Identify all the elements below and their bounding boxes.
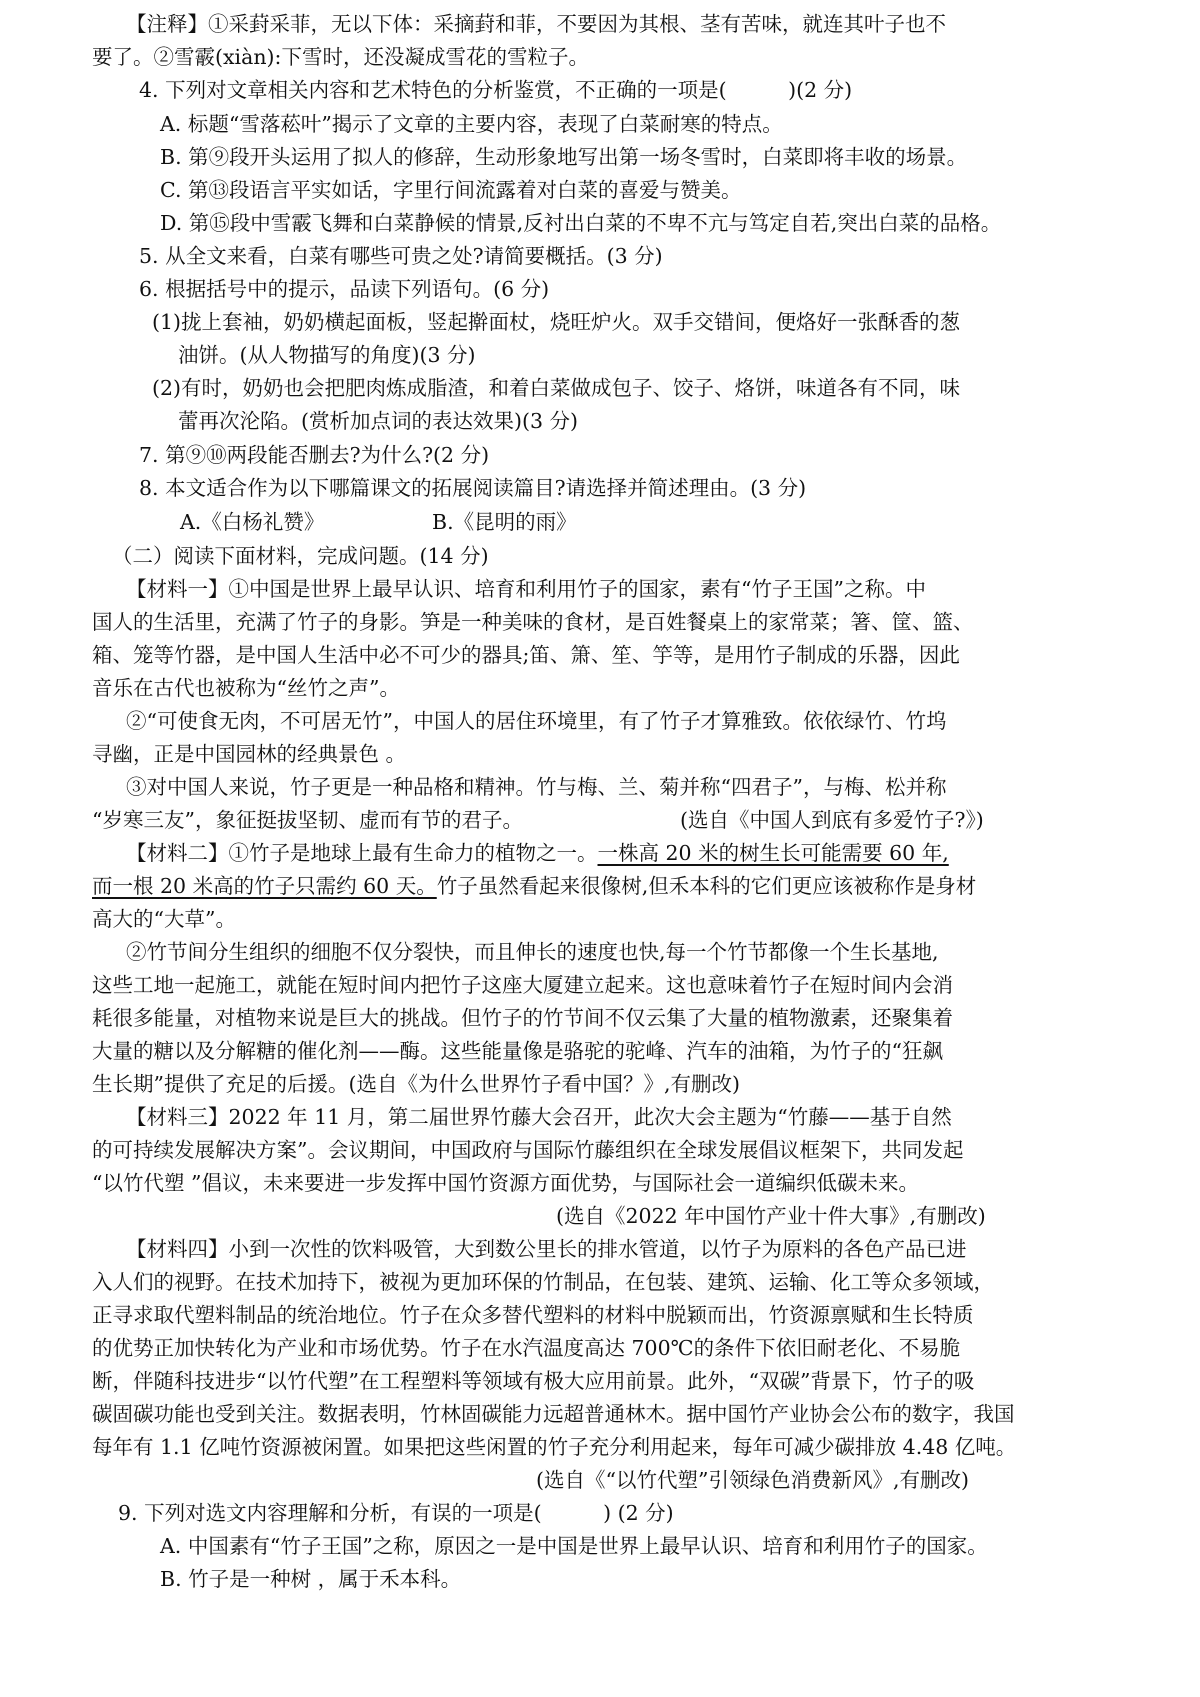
- material-2-line-1: [126, 843, 949, 864]
- material-2-line-2: [92, 876, 976, 897]
- material-1-line-2: 国人的生活里，充满了竹子的身影。笋是一种美味的食材，是百姓餐桌上的家常菜；箸、筐、篮、: [92, 610, 974, 634]
- material-1-line-7: ③对中国人来说，竹子更是一种品格和精神。竹与梅、兰、菊并称“四君子”，与梅、松并称: [126, 775, 947, 799]
- material-4-line-7: 每年有 1.1 亿吨竹资源被闲置。如果把这些闲置的竹子充分利用起来，每年可减少碳排放 4.48 亿吨。: [92, 1435, 1017, 1459]
- material-3-source: (选自《2022 年中国竹产业十件大事》,有删改): [556, 1204, 986, 1228]
- question-8-stem: 8. 本文适合作为以下哪篇课文的拓展阅读篇目?请选择并简述理由。(3 分): [139, 476, 807, 500]
- material-4-line-6: 碳固碳功能也受到关注。数据表明，竹林固碳能力远超普通林木。据中国竹产业协会公布的数字，我国: [92, 1402, 1015, 1426]
- material-1-line-6: 寻幽，正是中国园林的经典景色 。: [92, 742, 407, 766]
- material-4-line-2: 入人们的视野。在技术加持下，被视为更加环保的竹制品，在包装、建筑、运输、化工等众多领域，: [92, 1270, 994, 1294]
- question-9-option-b: B. 竹子是一种树 ，属于禾本科。: [160, 1567, 462, 1591]
- section-2-heading: （二）阅读下面材料，完成问题。(14 分): [112, 544, 489, 568]
- question-6-item-1-line-1: (1)拢上套袖，奶奶横起面板，竖起擀面杖，烧旺炉火。双手交错间，便烙好一张酥香的葱: [152, 310, 961, 334]
- material-2-line-8: 生长期”提供了充足的后援。(选自《为什么世界竹子看中国？》,有删改): [92, 1072, 740, 1096]
- question-6-item-1-line-2: 油饼。(从人物描写的角度)(3 分): [178, 343, 476, 367]
- material-4-line-3: 正寻求取代塑料制品的统治地位。竹子在众多替代塑料的材料中脱颖而出，竹资源禀赋和生长特质: [92, 1303, 974, 1327]
- material-2-underlined-sentence-part-2: 而一根 20 米高的竹子只需约 60 天。: [92, 874, 437, 898]
- material-4-line-1: 【材料四】小到一次性的饮料吸管，大到数公里长的排水管道，以竹子为原料的各色产品已进: [126, 1237, 967, 1261]
- material-4-line-4: 的优势正加快转化为产业和市场优势。竹子在水汽温度高达 700℃的条件下依旧耐老化、不易脆: [92, 1336, 961, 1360]
- question-5: 5. 从全文来看，白菜有哪些可贵之处?请简要概括。(3 分): [139, 244, 663, 268]
- question-9-option-a: A. 中国素有“竹子王国”之称，原因之一是中国是世界上最早认识、培育和利用竹子的国家。: [160, 1534, 988, 1558]
- question-6-item-2-line-1: (2)有时，奶奶也会把肥肉炼成脂渣，和着白菜做成包子、饺子、烙饼，味道各有不同，味: [152, 376, 961, 400]
- material-2-line-5: 这些工地一起施工，就能在短时间内把竹子这座大厦建立起来。这也意味着竹子在短时间内会消: [92, 973, 953, 997]
- material-1-source: (选自《中国人到底有多爱竹子?》): [680, 808, 984, 832]
- question-8-option-a: A.《白杨礼赞》: [180, 510, 325, 534]
- material-2-line-3: 高大的“大草”。: [92, 907, 236, 931]
- material-3-line-3: “以竹代塑 ”倡议，未来要进一步发挥中国竹资源方面优势，与国际社会一道编织低碳未来。: [92, 1171, 919, 1195]
- material-4-line-5: 断，伴随科技进步“以竹代塑”在工程塑料等领域有极大应用前景。此外，“双碳”背景下，竹子的吸: [92, 1369, 975, 1393]
- question-4-option-b: B. 第⑨段开头运用了拟人的修辞，生动形象地写出第一场冬雪时，白菜即将丰收的场景。: [160, 145, 968, 169]
- question-4-option-c: C. 第⑬段语言平实如话，字里行间流露着对白菜的喜爱与赞美。: [160, 178, 742, 202]
- annotation-line-1: 【注释】①采葑采菲，无以下体：采摘葑和菲，不要因为其根、茎有苦味，就连其叶子也不: [126, 12, 946, 36]
- material-1-line-8: “岁寒三友”，象征挺拔坚韧、虚而有节的君子。: [92, 808, 523, 832]
- material-1-line-1: 【材料一】①中国是世界上最早认识、培育和利用竹子的国家，素有“竹子王国”之称。中: [126, 577, 926, 601]
- material-4-source: (选自《“以竹代塑”引领绿色消费新风》,有删改): [536, 1468, 969, 1492]
- material-3-line-2: 的可持续发展解决方案”。会议期间，中国政府与国际竹藤组织在全球发展倡议框架下，共同发起: [92, 1138, 964, 1162]
- question-7: 7. 第⑨⑩两段能否删去?为什么?(2 分): [139, 443, 490, 467]
- material-2-line-6: 耗很多能量，对植物来说是巨大的挑战。但竹子的竹节间不仅云集了大量的植物激素，还聚集着: [92, 1006, 953, 1030]
- material-3-line-1: 【材料三】2022 年 11 月，第二届世界竹藤大会召开，此次大会主题为“竹藤——基于自然: [126, 1105, 952, 1129]
- question-9-stem: 9. 下列对选文内容理解和分析，有误的一项是( ) (2 分): [118, 1501, 674, 1525]
- material-1-line-4: 音乐在古代也被称为“丝竹之声”。: [92, 676, 400, 700]
- material-1-line-5: ②“可使食无肉，不可居无竹”，中国人的居住环境里，有了竹子才算雅致。依依绿竹、竹坞: [126, 709, 947, 733]
- question-4-option-a: A. 标题“雪落菘叶”揭示了文章的主要内容，表现了白菜耐寒的特点。: [160, 112, 783, 136]
- question-4-stem: 4. 下列对文章相关内容和艺术特色的分析鉴赏，不正确的一项是( )(2 分): [139, 78, 853, 102]
- material-2-line-2-text: 竹子虽然看起来很像树,但禾本科的它们更应该被称作是身材: [436, 874, 977, 898]
- question-8-option-b: B.《昆明的雨》: [432, 510, 577, 534]
- material-2-line-7: 大量的糖以及分解糖的催化剂——酶。这些能量像是骆驼的驼峰、汽车的油箱，为竹子的“狂飙: [92, 1039, 943, 1063]
- material-2-underlined-sentence-part-1: 一株高 20 米的树生长可能需要 60 年,: [597, 841, 949, 865]
- material-1-line-3: 箱、笼等竹器，是中国人生活中必不可少的器具;笛、箫、笙、竽等，是用竹子制成的乐器，因此: [92, 643, 960, 667]
- material-2-line-1-text: 【材料二】①竹子是地球上最有生命力的植物之一。: [126, 841, 598, 865]
- annotation-line-2: 要了。②雪霰(xiàn):下雪时，还没凝成雪花的雪粒子。: [92, 45, 589, 69]
- material-2-line-4: ②竹节间分生组织的细胞不仅分裂快，而且伸长的速度也快,每一个竹节都像一个生长基地,: [126, 940, 939, 964]
- question-6-item-2-line-2: 蕾再次沦陷。(赏析加点词的表达效果)(3 分): [178, 409, 579, 433]
- question-6-stem: 6. 根据括号中的提示，品读下列语句。(6 分): [139, 277, 550, 301]
- question-4-option-d: D. 第⑮段中雪霰飞舞和白菜静候的情景,反衬出白菜的不卑不亢与笃定自若,突出白菜的品格。: [160, 211, 1002, 235]
